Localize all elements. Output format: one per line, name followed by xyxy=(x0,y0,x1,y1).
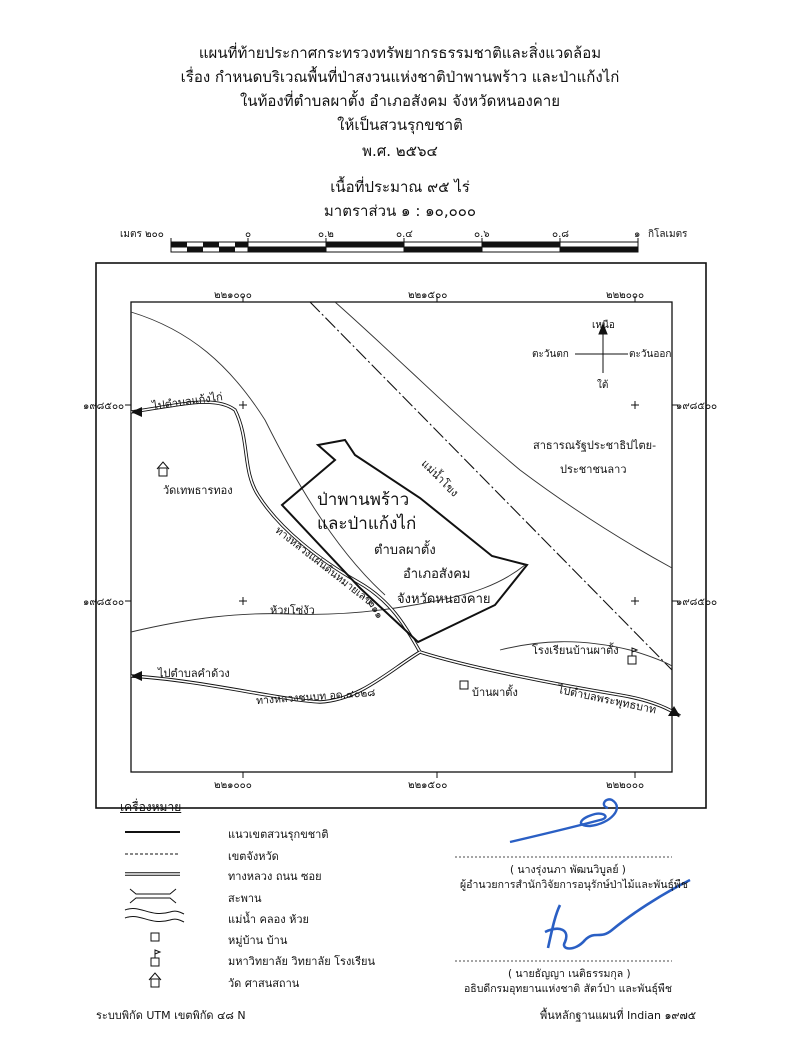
district-label: อำเภอสังคม xyxy=(403,567,471,582)
rural-road-label: ทางหลวงชนบท อด.๔๐๒๘ xyxy=(255,686,376,708)
scale-text: มาตราส่วน ๑ : ๑๐,๐๐๐ xyxy=(323,202,477,220)
legend-title: เครื่องหมาย xyxy=(120,800,182,814)
to-kham-duang-label: ไปตำบลคำด้วง xyxy=(158,667,230,680)
village-symbol xyxy=(460,681,468,689)
highway-label: ทางหลวงแผ่นดินหมายเลข xyxy=(272,524,375,608)
title-line-2: เรื่อง กำหนดบริเวณพื้นที่ป่าสงวนแห่งชาติป่าพานพร้าว และป่าแก้งไก่ xyxy=(180,68,620,86)
province-label: จังหวัดหนองคาย xyxy=(397,592,491,607)
title-year: พ.ศ. ๒๕๖๔ xyxy=(362,142,438,160)
village-label: บ้านผาตั้ง xyxy=(472,686,518,699)
compass-south: ใต้ xyxy=(597,380,609,391)
title-line-3: ในท้องที่ตำบลผาตั้ง อำเภอสังคม จังหวัดหนองคาย xyxy=(239,92,561,110)
coord-top-2: ๒๒๑๕๐๐ xyxy=(408,290,448,301)
title-line-1: แผนที่ท้ายประกาศกระทรวงทรัพยากรธรรมชาติและสิ่งแวดล้อม xyxy=(198,44,602,62)
school-symbol xyxy=(628,648,637,664)
scale-tick-2: ๐.๔ xyxy=(396,229,413,240)
coord-bottom-2: ๒๒๑๕๐๐ xyxy=(408,780,448,791)
scale-unit-left: เมตร ๒๐๐ xyxy=(120,229,164,240)
coord-bottom-3: ๒๒๒๐๐๐ xyxy=(606,780,645,791)
subdistrict-label: ตำบลผาตั้ง xyxy=(374,543,436,558)
coord-left-1: ๑๙๘๕๐๐ xyxy=(83,401,125,412)
legend-item-school: มหาวิทยาลัย วิทยาลัย โรงเรียน xyxy=(228,955,375,968)
sig1-name: ( นางรุ่งนภา พัฒนวิบูลย์ ) xyxy=(510,864,626,876)
coord-top-3: ๒๒๒๐๐๐ xyxy=(606,290,645,301)
park-name-2: และป่าแก้งไก่ xyxy=(317,514,417,534)
legend-item-province: เขตจังหวัด xyxy=(228,850,279,863)
signature-1 xyxy=(510,799,617,842)
sig2-title: อธิบดีกรมอุทยานแห่งชาติ สัตว์ป่า และพันธุ์พืช xyxy=(464,983,672,995)
coord-right-2: ๑๙๘๕๐๐ xyxy=(676,597,718,608)
coord-bottom-1: ๒๒๑๐๐๐ xyxy=(214,780,252,791)
legend-item-road: ทางหลวง ถนน ซอย xyxy=(228,870,322,883)
area-text: เนื้อที่ประมาณ ๙๕ ไร่ xyxy=(330,178,470,196)
park-name-1: ป่าพานพร้าว xyxy=(317,490,410,510)
legend-item-boundary: แนวเขตสวนรุกขชาติ xyxy=(228,828,329,841)
to-phra-phutthabat-label: ไปตำบลพระพุทธบาท xyxy=(556,682,658,717)
sig2-name: ( นายธัญญา เนติธรรมกุล ) xyxy=(508,968,631,980)
temple-label: วัดเทพธารทอง xyxy=(163,484,233,497)
scale-tick-3: ๐.๖ xyxy=(474,229,490,240)
laos-label-2: ประชาชนลาว xyxy=(560,463,627,476)
highway-number: ๒๑๑ xyxy=(365,597,386,622)
footer-datum: พื้นหลักฐานแผนที่ Indian ๑๙๗๕ xyxy=(540,1009,697,1022)
legend-item-temple: วัด ศาสนสถาน xyxy=(228,977,300,990)
laos-label-1: สาธารณรัฐประชาธิปไตย- xyxy=(533,439,657,452)
compass-east: ตะวันออก xyxy=(629,349,672,360)
scale-tick-1: ๐.๒ xyxy=(318,229,334,240)
scale-tick-5: ๑ xyxy=(634,229,641,240)
scale-unit-right: กิโลเมตร xyxy=(648,229,688,240)
to-kaeng-kai-label: ไปตำบลแก้งไก่ xyxy=(151,390,224,413)
legend-item-village: หมู่บ้าน บ้าน xyxy=(228,934,288,947)
title-line-4: ให้เป็นสวนรุกขชาติ xyxy=(337,116,463,134)
compass-north: เหนือ xyxy=(592,320,615,331)
compass-west: ตะวันตก xyxy=(532,349,569,360)
river-label: แม่น้ำโขง xyxy=(418,457,462,500)
coord-right-1: ๑๙๘๕๐๐ xyxy=(676,401,718,412)
arrow-west-top xyxy=(131,407,142,417)
school-label: โรงเรียนบ้านผาตั้ง xyxy=(532,644,619,657)
legend-item-bridge: สะพาน xyxy=(228,892,262,905)
coord-top-1: ๒๒๑๐๐๐ xyxy=(214,290,252,301)
legend-item-river: แม่น้ำ คลอง ห้วย xyxy=(228,913,309,926)
river-bank-sw xyxy=(131,312,385,595)
arrow-west-bottom xyxy=(131,671,142,681)
temple-symbol xyxy=(157,462,169,476)
coord-left-2: ๑๙๘๕๐๐ xyxy=(83,597,125,608)
legend-symbols xyxy=(125,832,184,987)
sig1-title: ผู้อำนวยการสำนักวิจัยการอนุรักษ์ป่าไม้และพันธุ์พืช xyxy=(460,879,688,891)
creek-label: ห้วยโซ่งัว xyxy=(270,604,315,617)
scale-tick-4: ๐.๘ xyxy=(552,229,569,240)
footer-coord-system: ระบบพิกัด UTM เขตพิกัด ๔๘ N xyxy=(96,1009,246,1022)
scale-tick-0: ๐ xyxy=(245,229,252,240)
